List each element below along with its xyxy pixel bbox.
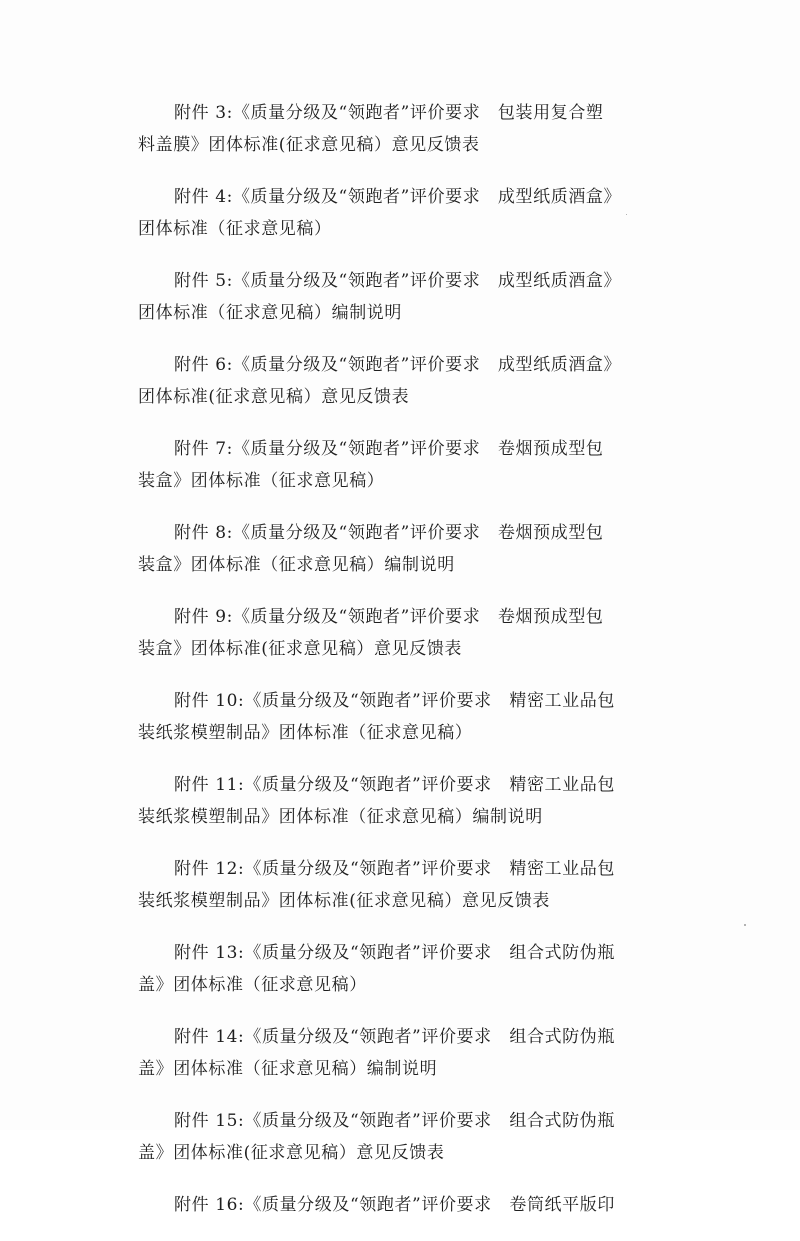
entry-line-2: 装纸浆模塑制品》团体标准（征求意见稿）编制说明 [138,807,543,827]
attachment-entry-4 [138,181,704,245]
attachment-entry-5 [138,265,704,329]
entry-line-1: 附件 14:《质量分级及“领跑者”评价要求 组合式防伪瓶 [174,1027,615,1047]
entry-line-2: 盖》团体标准（征求意见稿） [138,975,367,995]
attachment-entry-14 [138,1021,704,1085]
entry-line-1: 附件 10:《质量分级及“领跑者”评价要求 精密工业品包 [174,691,615,711]
attachment-entry-6 [138,349,704,413]
attachment-entry-3 [138,97,704,161]
scan-speck [744,924,746,926]
entry-line-1: 附件 13:《质量分级及“领跑者”评价要求 组合式防伪瓶 [174,943,615,963]
entry-line-2: 团体标准（征求意见稿）编制说明 [138,303,402,323]
attachment-entry-16 [138,1189,704,1221]
attachment-entry-11 [138,769,704,833]
entry-line-1: 附件 16:《质量分级及“领跑者”评价要求 卷筒纸平版印 [174,1195,615,1215]
entry-line-2: 团体标准(征求意见稿）意见反馈表 [138,387,410,407]
attachment-entry-12 [138,853,704,917]
attachment-entry-15 [138,1105,704,1169]
entry-line-1: 附件 15:《质量分级及“领跑者”评价要求 组合式防伪瓶 [174,1111,615,1131]
entry-line-2: 装盒》团体标准(征求意见稿）意见反馈表 [138,639,463,659]
entry-line-1: 附件 3:《质量分级及“领跑者”评价要求 包装用复合塑 [174,103,604,123]
entry-line-2: 装纸浆模塑制品》团体标准(征求意见稿）意见反馈表 [138,891,551,911]
entry-line-1: 附件 11:《质量分级及“领跑者”评价要求 精密工业品包 [174,775,615,795]
entry-line-1: 附件 4:《质量分级及“领跑者”评价要求 成型纸质酒盒》 [174,187,622,207]
scan-speck [626,214,627,215]
entry-line-2: 团体标准（征求意见稿） [138,219,332,239]
entry-line-2: 料盖膜》团体标准(征求意见稿）意见反馈表 [138,135,480,155]
entry-line-2: 装盒》团体标准（征求意见稿） [138,471,385,491]
entry-line-1: 附件 9:《质量分级及“领跑者”评价要求 卷烟预成型包 [174,607,604,627]
entry-line-2: 装盒》团体标准（征求意见稿）编制说明 [138,555,455,575]
entry-line-1: 附件 12:《质量分级及“领跑者”评价要求 精密工业品包 [174,859,615,879]
attachment-entry-9 [138,601,704,665]
entry-line-1: 附件 6:《质量分级及“领跑者”评价要求 成型纸质酒盒》 [174,355,622,375]
attachment-list [138,97,704,1241]
attachment-entry-13 [138,937,704,1001]
entry-line-1: 附件 7:《质量分级及“领跑者”评价要求 卷烟预成型包 [174,439,604,459]
attachment-entry-10 [138,685,704,749]
entry-line-1: 附件 8:《质量分级及“领跑者”评价要求 卷烟预成型包 [174,523,604,543]
entry-line-1: 附件 5:《质量分级及“领跑者”评价要求 成型纸质酒盒》 [174,271,622,291]
entry-line-2: 盖》团体标准（征求意见稿）编制说明 [138,1059,438,1079]
entry-line-2: 装纸浆模塑制品》团体标准（征求意见稿） [138,723,473,743]
attachment-entry-8 [138,517,704,581]
attachment-entry-7 [138,433,704,497]
entry-line-2: 盖》团体标准(征求意见稿）意见反馈表 [138,1143,445,1163]
